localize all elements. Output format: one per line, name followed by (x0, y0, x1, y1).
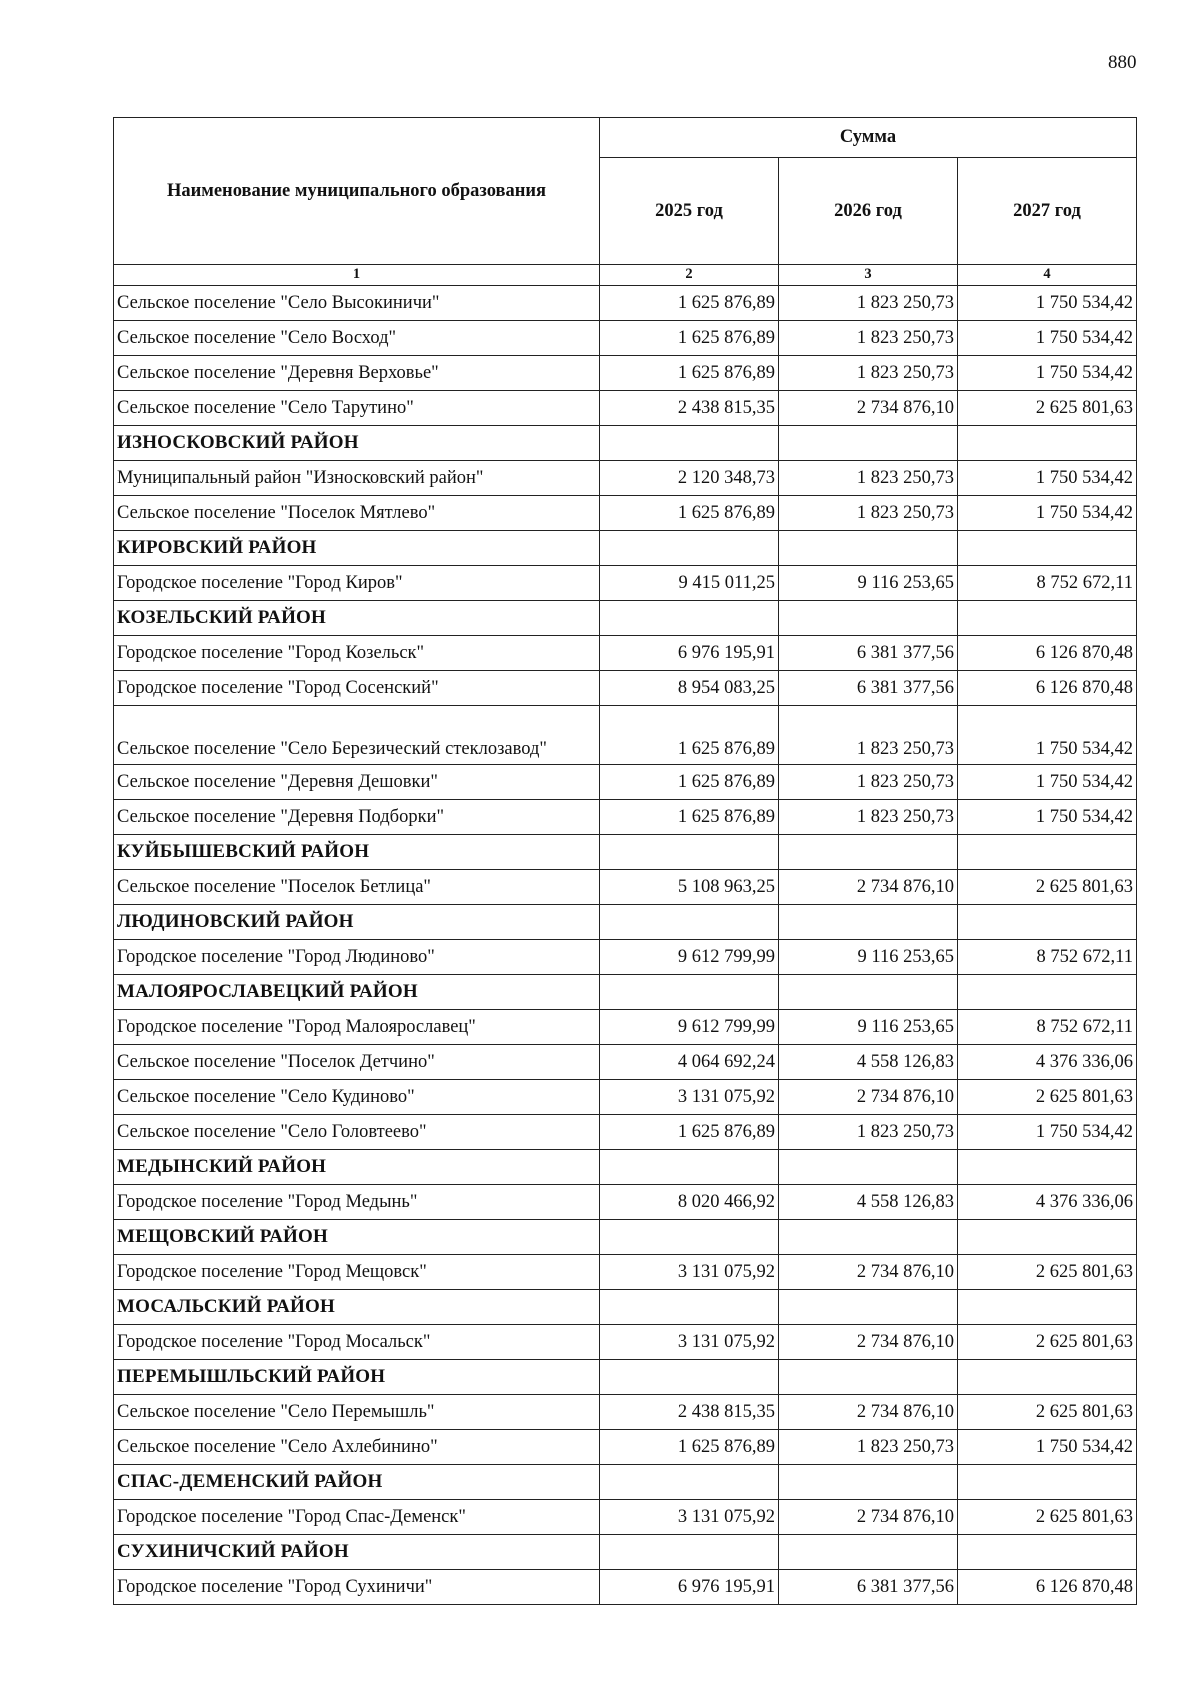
amount-2026 (779, 1290, 958, 1325)
amount-2026: 2 734 876,10 (779, 1395, 958, 1430)
table-row (114, 1010, 1137, 1045)
amount-2027: 1 750 534,42 (958, 461, 1137, 496)
column-index-row (114, 265, 1137, 286)
table-row (114, 461, 1137, 496)
district-name: МЕЩОВСКИЙ РАЙОН (114, 1220, 600, 1255)
amount-2026: 2 734 876,10 (779, 391, 958, 426)
amount-2025: 1 625 876,89 (600, 321, 779, 356)
amount-2027: 2 625 801,63 (958, 1325, 1137, 1360)
district-header-row (114, 975, 1137, 1010)
amount-2027: 1 750 534,42 (958, 496, 1137, 531)
district-name: МОСАЛЬСКИЙ РАЙОН (114, 1290, 600, 1325)
amount-2027 (958, 1220, 1137, 1255)
amount-2025: 6 976 195,91 (600, 636, 779, 671)
amount-2026: 2 734 876,10 (779, 1255, 958, 1290)
amount-2026: 1 823 250,73 (779, 356, 958, 391)
amount-2027: 1 750 534,42 (958, 706, 1137, 765)
municipality-name: Сельское поселение "Село Тарутино" (114, 391, 600, 426)
amount-2027: 1 750 534,42 (958, 1115, 1137, 1150)
amount-2027 (958, 975, 1137, 1010)
amount-2026: 1 823 250,73 (779, 286, 958, 321)
amount-2026: 9 116 253,65 (779, 566, 958, 601)
amount-2025: 4 064 692,24 (600, 1045, 779, 1080)
amount-2027: 4 376 336,06 (958, 1045, 1137, 1080)
amount-2026: 1 823 250,73 (779, 461, 958, 496)
amount-2025 (600, 835, 779, 870)
amount-2025: 3 131 075,92 (600, 1325, 779, 1360)
municipality-name: Сельское поселение "Поселок Бетлица" (114, 870, 600, 905)
municipality-name: Городское поселение "Город Медынь" (114, 1185, 600, 1220)
district-name: МЕДЫНСКИЙ РАЙОН (114, 1150, 600, 1185)
table-row (114, 671, 1137, 706)
amount-2025 (600, 1465, 779, 1500)
amount-2026 (779, 1360, 958, 1395)
amount-2026 (779, 905, 958, 940)
amount-2025: 1 625 876,89 (600, 1430, 779, 1465)
amount-2025: 2 438 815,35 (600, 391, 779, 426)
column-index-3: 3 (779, 265, 958, 286)
district-name: КОЗЕЛЬСКИЙ РАЙОН (114, 601, 600, 636)
amount-2026: 6 381 377,56 (779, 671, 958, 706)
amount-2026: 1 823 250,73 (779, 1430, 958, 1465)
amount-2026: 1 823 250,73 (779, 321, 958, 356)
header-name-column: Наименование муниципального образования (114, 118, 600, 265)
table-row (114, 1570, 1137, 1605)
amount-2025 (600, 1290, 779, 1325)
amount-2025: 8 954 083,25 (600, 671, 779, 706)
district-name: МАЛОЯРОСЛАВЕЦКИЙ РАЙОН (114, 975, 600, 1010)
table-row (114, 1325, 1137, 1360)
table-row (114, 765, 1137, 800)
municipality-name: Сельское поселение "Село Головтеево" (114, 1115, 600, 1150)
header-year-2027: 2027 год (958, 158, 1137, 265)
amount-2025: 9 612 799,99 (600, 940, 779, 975)
amount-2026 (779, 601, 958, 636)
table-row (114, 1115, 1137, 1150)
header-year-2025: 2025 год (600, 158, 779, 265)
table-row (114, 1395, 1137, 1430)
municipality-name: Городское поселение "Город Сухиничи" (114, 1570, 600, 1605)
amount-2027 (958, 426, 1137, 461)
municipality-name: Городское поселение "Город Людиново" (114, 940, 600, 975)
amount-2026 (779, 835, 958, 870)
amount-2026 (779, 426, 958, 461)
amount-2025: 3 131 075,92 (600, 1255, 779, 1290)
amount-2025 (600, 1150, 779, 1185)
amount-2025: 1 625 876,89 (600, 1115, 779, 1150)
amount-2026: 2 734 876,10 (779, 870, 958, 905)
municipality-name: Сельское поселение "Село Кудиново" (114, 1080, 600, 1115)
table-row (114, 566, 1137, 601)
municipality-name: Городское поселение "Город Спас-Деменск" (114, 1500, 600, 1535)
municipality-name: Сельское поселение "Деревня Дешовки" (114, 765, 600, 800)
amount-2025: 2 120 348,73 (600, 461, 779, 496)
amount-2027 (958, 905, 1137, 940)
municipality-name: Городское поселение "Город Мосальск" (114, 1325, 600, 1360)
district-header-row (114, 905, 1137, 940)
amount-2027: 4 376 336,06 (958, 1185, 1137, 1220)
amount-2026 (779, 1465, 958, 1500)
district-header-row (114, 426, 1137, 461)
amount-2025 (600, 1360, 779, 1395)
amount-2025: 9 612 799,99 (600, 1010, 779, 1045)
amount-2026: 6 381 377,56 (779, 636, 958, 671)
amount-2025: 6 976 195,91 (600, 1570, 779, 1605)
table-row (114, 1185, 1137, 1220)
table-row (114, 940, 1137, 975)
amount-2026: 9 116 253,65 (779, 940, 958, 975)
amount-2025: 1 625 876,89 (600, 356, 779, 391)
amount-2026: 6 381 377,56 (779, 1570, 958, 1605)
amount-2027: 2 625 801,63 (958, 391, 1137, 426)
table-row (114, 1255, 1137, 1290)
municipality-name: Городское поселение "Город Мещовск" (114, 1255, 600, 1290)
amount-2025 (600, 601, 779, 636)
table-row (114, 870, 1137, 905)
district-header-row (114, 1220, 1137, 1255)
municipality-name: Сельское поселение "Поселок Мятлево" (114, 496, 600, 531)
amount-2026 (779, 1535, 958, 1570)
amount-2026 (779, 531, 958, 566)
table-row (114, 356, 1137, 391)
district-header-row (114, 1535, 1137, 1570)
amount-2026: 4 558 126,83 (779, 1045, 958, 1080)
district-name: СУХИНИЧСКИЙ РАЙОН (114, 1535, 600, 1570)
table-row (114, 1080, 1137, 1115)
municipality-name: Муниципальный район "Износковский район" (114, 461, 600, 496)
amount-2027 (958, 601, 1137, 636)
district-name: КИРОВСКИЙ РАЙОН (114, 531, 600, 566)
allocation-table (113, 117, 1137, 1605)
amount-2026: 4 558 126,83 (779, 1185, 958, 1220)
amount-2025 (600, 1220, 779, 1255)
amount-2027: 2 625 801,63 (958, 1395, 1137, 1430)
municipality-name: Сельское поселение "Село Высокиничи" (114, 286, 600, 321)
amount-2026: 2 734 876,10 (779, 1080, 958, 1115)
amount-2026: 1 823 250,73 (779, 765, 958, 800)
amount-2026: 1 823 250,73 (779, 706, 958, 765)
municipality-name: Сельское поселение "Село Березический стеклозавод" (114, 706, 600, 765)
municipality-name: Сельское поселение "Деревня Подборки" (114, 800, 600, 835)
amount-2025: 8 020 466,92 (600, 1185, 779, 1220)
amount-2027: 6 126 870,48 (958, 671, 1137, 706)
amount-2027: 8 752 672,11 (958, 566, 1137, 601)
amount-2027: 6 126 870,48 (958, 1570, 1137, 1605)
amount-2026 (779, 1220, 958, 1255)
header-year-2026: 2026 год (779, 158, 958, 265)
amount-2025: 3 131 075,92 (600, 1500, 779, 1535)
amount-2027: 1 750 534,42 (958, 1430, 1137, 1465)
table-row (114, 706, 1137, 765)
amount-2026 (779, 975, 958, 1010)
amount-2027: 1 750 534,42 (958, 800, 1137, 835)
district-header-row (114, 601, 1137, 636)
amount-2027: 8 752 672,11 (958, 940, 1137, 975)
column-index-2: 2 (600, 265, 779, 286)
district-name: СПАС-ДЕМЕНСКИЙ РАЙОН (114, 1465, 600, 1500)
table-row (114, 286, 1137, 321)
table-row (114, 800, 1137, 835)
amount-2025 (600, 531, 779, 566)
district-header-row (114, 835, 1137, 870)
municipality-name: Городское поселение "Город Козельск" (114, 636, 600, 671)
municipality-name: Сельское поселение "Поселок Детчино" (114, 1045, 600, 1080)
amount-2026: 9 116 253,65 (779, 1010, 958, 1045)
amount-2027: 2 625 801,63 (958, 1080, 1137, 1115)
table-row (114, 1500, 1137, 1535)
amount-2026: 2 734 876,10 (779, 1325, 958, 1360)
amount-2025: 5 108 963,25 (600, 870, 779, 905)
district-header-row (114, 531, 1137, 566)
amount-2025: 1 625 876,89 (600, 496, 779, 531)
table-row (114, 391, 1137, 426)
amount-2027: 1 750 534,42 (958, 765, 1137, 800)
amount-2027: 1 750 534,42 (958, 286, 1137, 321)
header-sum-group: Сумма (600, 118, 1137, 158)
page-number: 880 (1108, 52, 1137, 73)
amount-2027 (958, 1150, 1137, 1185)
municipality-name: Сельское поселение "Деревня Верховье" (114, 356, 600, 391)
municipality-name: Городское поселение "Город Сосенский" (114, 671, 600, 706)
amount-2025: 2 438 815,35 (600, 1395, 779, 1430)
amount-2027 (958, 1535, 1137, 1570)
amount-2027: 1 750 534,42 (958, 321, 1137, 356)
amount-2027: 8 752 672,11 (958, 1010, 1137, 1045)
table-row (114, 636, 1137, 671)
amount-2027: 2 625 801,63 (958, 1255, 1137, 1290)
amount-2026: 1 823 250,73 (779, 800, 958, 835)
amount-2027: 1 750 534,42 (958, 356, 1137, 391)
table-row (114, 321, 1137, 356)
table-row (114, 496, 1137, 531)
amount-2025 (600, 426, 779, 461)
municipality-name: Городское поселение "Город Малоярославец" (114, 1010, 600, 1045)
amount-2027 (958, 531, 1137, 566)
amount-2026: 2 734 876,10 (779, 1500, 958, 1535)
amount-2026: 1 823 250,73 (779, 496, 958, 531)
district-name: КУЙБЫШЕВСКИЙ РАЙОН (114, 835, 600, 870)
district-name: ПЕРЕМЫШЛЬСКИЙ РАЙОН (114, 1360, 600, 1395)
district-name: ИЗНОСКОВСКИЙ РАЙОН (114, 426, 600, 461)
column-index-4: 4 (958, 265, 1137, 286)
table-row (114, 1430, 1137, 1465)
amount-2025: 1 625 876,89 (600, 286, 779, 321)
amount-2025: 9 415 011,25 (600, 566, 779, 601)
amount-2027 (958, 1290, 1137, 1325)
amount-2027: 2 625 801,63 (958, 1500, 1137, 1535)
amount-2025: 1 625 876,89 (600, 765, 779, 800)
amount-2026: 1 823 250,73 (779, 1115, 958, 1150)
municipality-name: Сельское поселение "Село Перемышль" (114, 1395, 600, 1430)
table-row (114, 1045, 1137, 1080)
district-name: ЛЮДИНОВСКИЙ РАЙОН (114, 905, 600, 940)
district-header-row (114, 1360, 1137, 1395)
amount-2027 (958, 1360, 1137, 1395)
district-header-row (114, 1465, 1137, 1500)
municipality-name: Сельское поселение "Село Восход" (114, 321, 600, 356)
amount-2027 (958, 1465, 1137, 1500)
district-header-row (114, 1290, 1137, 1325)
district-header-row (114, 1150, 1137, 1185)
amount-2025 (600, 905, 779, 940)
municipality-name: Сельское поселение "Село Ахлебинино" (114, 1430, 600, 1465)
amount-2027 (958, 835, 1137, 870)
municipality-name: Городское поселение "Город Киров" (114, 566, 600, 601)
amount-2025 (600, 1535, 779, 1570)
amount-2026 (779, 1150, 958, 1185)
header-row-top (114, 118, 1137, 158)
amount-2027: 2 625 801,63 (958, 870, 1137, 905)
amount-2025: 3 131 075,92 (600, 1080, 779, 1115)
amount-2027: 6 126 870,48 (958, 636, 1137, 671)
amount-2025 (600, 975, 779, 1010)
column-index-1: 1 (114, 265, 600, 286)
amount-2025: 1 625 876,89 (600, 800, 779, 835)
amount-2025: 1 625 876,89 (600, 706, 779, 765)
